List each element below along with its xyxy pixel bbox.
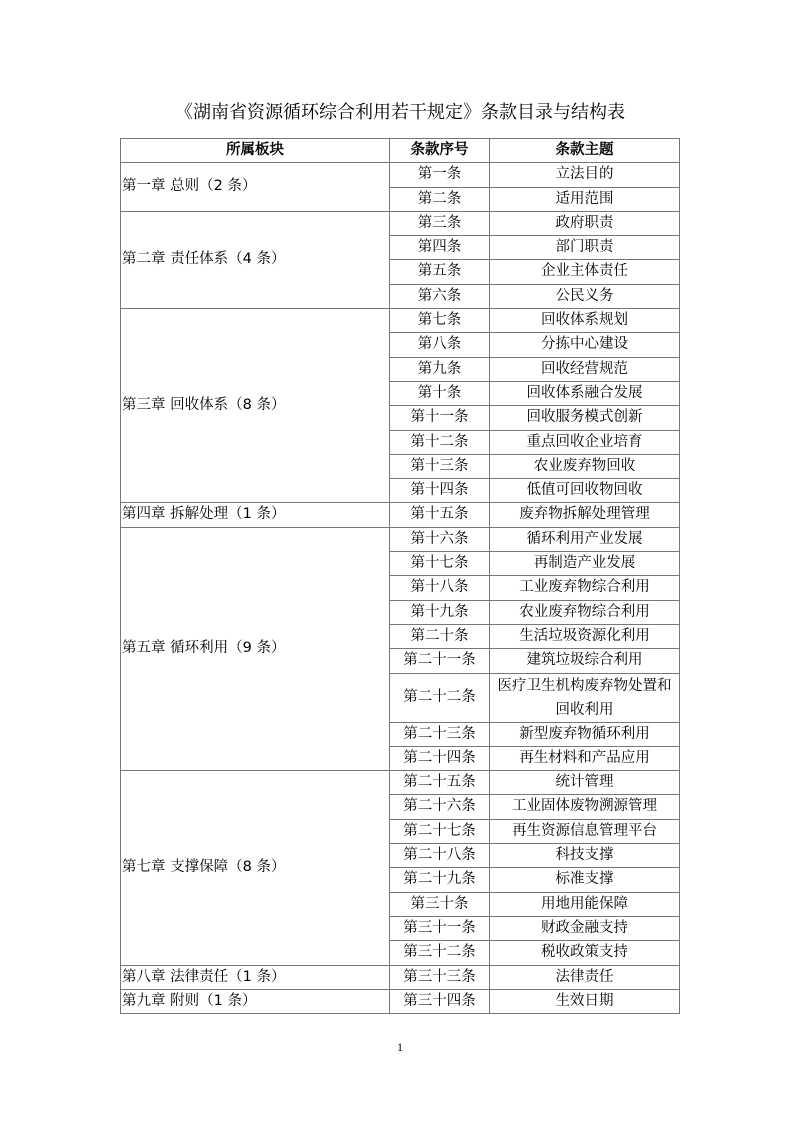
- article-topic-cell: 企业主体责任: [490, 260, 680, 284]
- chapter-cell: 第五章 循环利用（9 条）: [121, 527, 390, 770]
- article-number-cell: 第五条: [390, 260, 490, 284]
- article-number-cell: 第二十六条: [390, 795, 490, 819]
- article-topic-cell: 税收政策支持: [490, 941, 680, 965]
- article-number-cell: 第六条: [390, 284, 490, 308]
- table-row: [121, 989, 680, 1013]
- article-topic-cell: 统计管理: [490, 771, 680, 795]
- article-number-cell: 第二十九条: [390, 868, 490, 892]
- table-row: [121, 965, 680, 989]
- article-topic-cell: 新型废弃物循环利用: [490, 722, 680, 746]
- article-number-cell: 第十三条: [390, 454, 490, 478]
- article-topic-cell: 医疗卫生机构废弃物处置和回收利用: [490, 673, 680, 722]
- article-number-cell: 第十二条: [390, 430, 490, 454]
- article-topic-cell: 标准支撑: [490, 868, 680, 892]
- article-topic-cell: 生效日期: [490, 989, 680, 1013]
- article-number-cell: 第二十七条: [390, 819, 490, 843]
- article-topic-cell: 回收体系规划: [490, 309, 680, 333]
- article-topic-cell: 工业废弃物综合利用: [490, 576, 680, 600]
- article-topic-cell: 政府职责: [490, 211, 680, 235]
- article-number-cell: 第三十四条: [390, 989, 490, 1013]
- article-topic-cell: 回收服务模式创新: [490, 406, 680, 430]
- chapter-cell: 第三章 回收体系（8 条）: [121, 309, 390, 503]
- article-topic-cell: 适用范围: [490, 187, 680, 211]
- article-number-cell: 第十一条: [390, 406, 490, 430]
- header-topic: 条款主题: [490, 139, 680, 163]
- article-topic-cell: 生活垃圾资源化利用: [490, 624, 680, 648]
- article-topic-cell: 再制造产业发展: [490, 552, 680, 576]
- article-number-cell: 第二十条: [390, 624, 490, 648]
- article-number-cell: 第二十三条: [390, 722, 490, 746]
- article-topic-cell: 分拣中心建设: [490, 333, 680, 357]
- chapter-cell: 第八章 法律责任（1 条）: [121, 965, 390, 989]
- article-number-cell: 第三十三条: [390, 965, 490, 989]
- article-number-cell: 第三条: [390, 211, 490, 235]
- article-topic-cell: 农业废弃物回收: [490, 454, 680, 478]
- article-number-cell: 第十六条: [390, 527, 490, 551]
- article-number-cell: 第七条: [390, 309, 490, 333]
- table-row: [121, 527, 680, 551]
- article-topic-cell: 农业废弃物综合利用: [490, 600, 680, 624]
- table-body: [121, 163, 680, 1014]
- article-topic-cell: 财政金融支持: [490, 916, 680, 940]
- table-header-row: [121, 139, 680, 163]
- article-number-cell: 第十七条: [390, 552, 490, 576]
- article-number-cell: 第三十条: [390, 892, 490, 916]
- article-number-cell: 第十五条: [390, 503, 490, 527]
- article-number-cell: 第十四条: [390, 479, 490, 503]
- table-row: [121, 163, 680, 187]
- article-number-cell: 第二十五条: [390, 771, 490, 795]
- chapter-cell: 第二章 责任体系（4 条）: [121, 211, 390, 308]
- article-number-cell: 第一条: [390, 163, 490, 187]
- article-number-cell: 第二条: [390, 187, 490, 211]
- table-row: [121, 211, 680, 235]
- article-number-cell: 第八条: [390, 333, 490, 357]
- article-table: [120, 138, 680, 1014]
- article-number-cell: 第二十一条: [390, 649, 490, 673]
- header-section: 所属板块: [121, 139, 390, 163]
- article-topic-cell: 回收经营规范: [490, 357, 680, 381]
- table-row: [121, 309, 680, 333]
- header-article-no: 条款序号: [390, 139, 490, 163]
- article-topic-cell: 科技支撑: [490, 844, 680, 868]
- article-number-cell: 第十条: [390, 381, 490, 405]
- page-number: 1: [397, 1040, 403, 1054]
- article-number-cell: 第四条: [390, 236, 490, 260]
- article-topic-cell: 用地用能保障: [490, 892, 680, 916]
- chapter-cell: 第一章 总则（2 条）: [121, 163, 390, 212]
- article-topic-cell: 再生材料和产品应用: [490, 746, 680, 770]
- table-row: [121, 771, 680, 795]
- article-number-cell: 第十九条: [390, 600, 490, 624]
- article-number-cell: 第三十二条: [390, 941, 490, 965]
- table-row: [121, 503, 680, 527]
- article-topic-cell: 建筑垃圾综合利用: [490, 649, 680, 673]
- article-topic-cell: 立法目的: [490, 163, 680, 187]
- article-topic-cell: 废弃物拆解处理管理: [490, 503, 680, 527]
- article-number-cell: 第二十八条: [390, 844, 490, 868]
- document-title: 《湖南省资源循环综合利用若干规定》条款目录与结构表: [175, 102, 625, 123]
- article-topic-cell: 部门职责: [490, 236, 680, 260]
- article-number-cell: 第九条: [390, 357, 490, 381]
- chapter-cell: 第九章 附则（1 条）: [121, 989, 390, 1013]
- article-number-cell: 第三十一条: [390, 916, 490, 940]
- article-topic-cell: 再生资源信息管理平台: [490, 819, 680, 843]
- article-number-cell: 第二十四条: [390, 746, 490, 770]
- article-topic-cell: 低值可回收物回收: [490, 479, 680, 503]
- article-topic-cell: 公民义务: [490, 284, 680, 308]
- article-number-cell: 第二十二条: [390, 673, 490, 722]
- article-topic-cell: 循环利用产业发展: [490, 527, 680, 551]
- article-number-cell: 第十八条: [390, 576, 490, 600]
- chapter-cell: 第四章 拆解处理（1 条）: [121, 503, 390, 527]
- article-topic-cell: 工业固体废物溯源管理: [490, 795, 680, 819]
- article-topic-cell: 重点回收企业培育: [490, 430, 680, 454]
- article-topic-cell: 回收体系融合发展: [490, 381, 680, 405]
- chapter-cell: 第七章 支撑保障（8 条）: [121, 771, 390, 965]
- article-topic-cell: 法律责任: [490, 965, 680, 989]
